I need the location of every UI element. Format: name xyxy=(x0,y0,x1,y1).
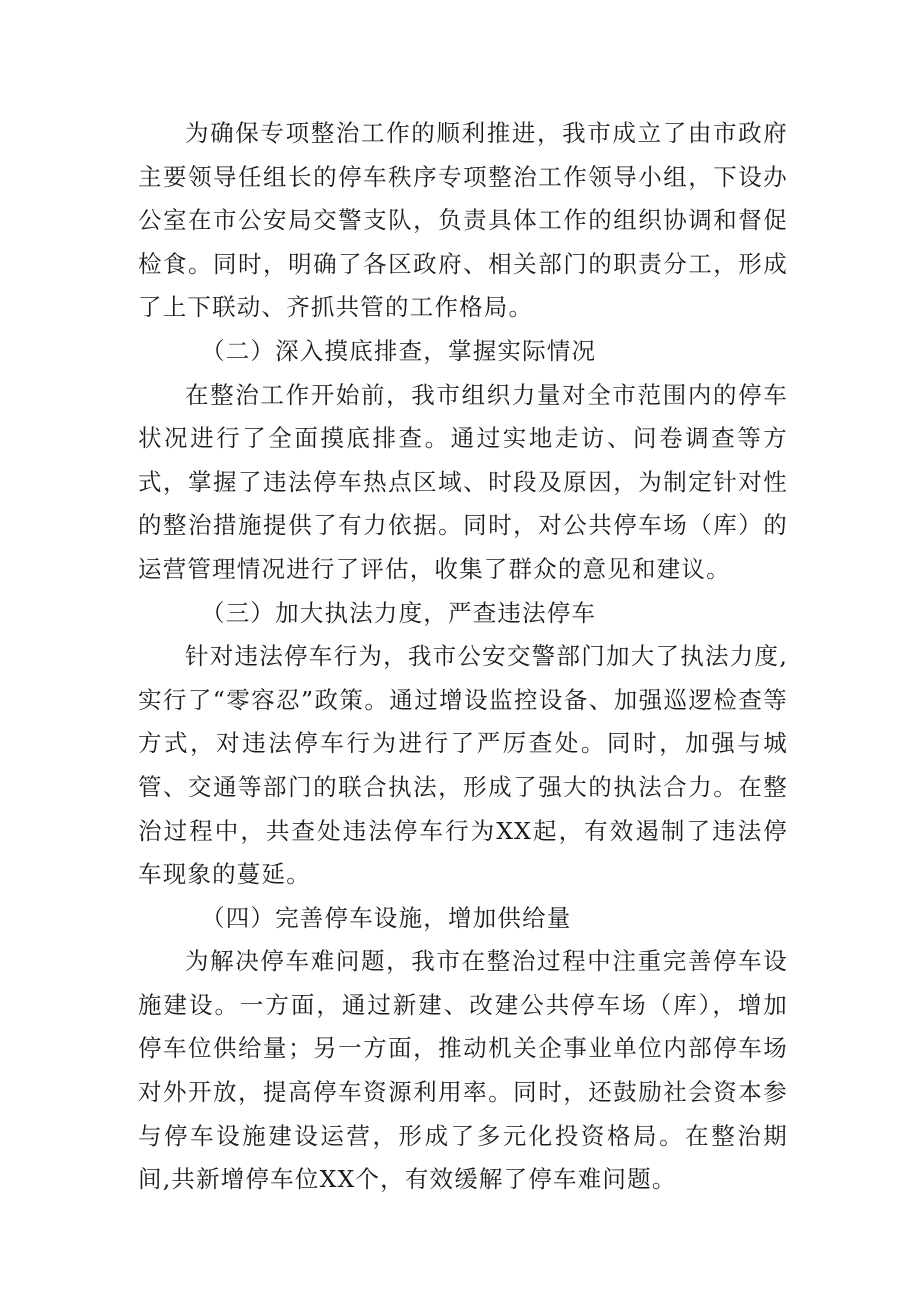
paragraph-investigation: 在整治工作开始前，我市组织力量对全市范围内的停车状况进行了全面摸底排查。通过实地走访、问卷调查等方式，掌握了违法停车热点区域、时段及原因，为制定针对性的整治措施提供了有力依据。同时，对公共停车场（库）的运营管理情况进行了评估，收集了群众的意见和建议。 xyxy=(138,380,788,583)
section-heading-2: （二）深入摸底排查，掌握实际情况 xyxy=(201,336,597,365)
document-body xyxy=(138,112,788,1202)
section-heading-3: （三）加大执法力度，严查违法停车 xyxy=(201,598,597,627)
paragraph-leadership-group: 为确保专项整治工作的顺利推进，我市成立了由市政府主要领导任组长的停车秩序专项整治工作领导小组，下设办公室在市公安局交警支队，负责具体工作的组织协调和督促检食。同时，明确了各区政府、相关部门的职责分工，形成了上下联动、齐抓共管的工作格局。 xyxy=(138,119,788,322)
paragraph-enforcement: 针对违法停车行为，我市公安交警部门加大了执法力度,实行了“零容忍”政策。通过增设监控设备、加强巡逻检查等方式，对违法停车行为进行了严厉查处。同时，加强与城管、交通等部门的联合执法，形成了强大的执法合力。在整治过程中，共查处违法停车行为XX起，有效遏制了违法停车现象的蔓延。 xyxy=(138,642,788,889)
paragraph-facilities: 为解决停车难问题，我市在整治过程中注重完善停车设施建设。一方面，通过新建、改建公共停车场（库），增加停车位供给量；另一方面，推动机关企事业单位内部停车场对外开放，提高停车资源利用率。同时，还鼓励社会资本参与停车设施建设运营，形成了多元化投资格局。在整治期间,共新增停车位XX个，有效缓解了停车难问题。 xyxy=(138,947,788,1194)
section-heading-4: （四）完善停车设施，增加供给量 xyxy=(201,903,572,932)
